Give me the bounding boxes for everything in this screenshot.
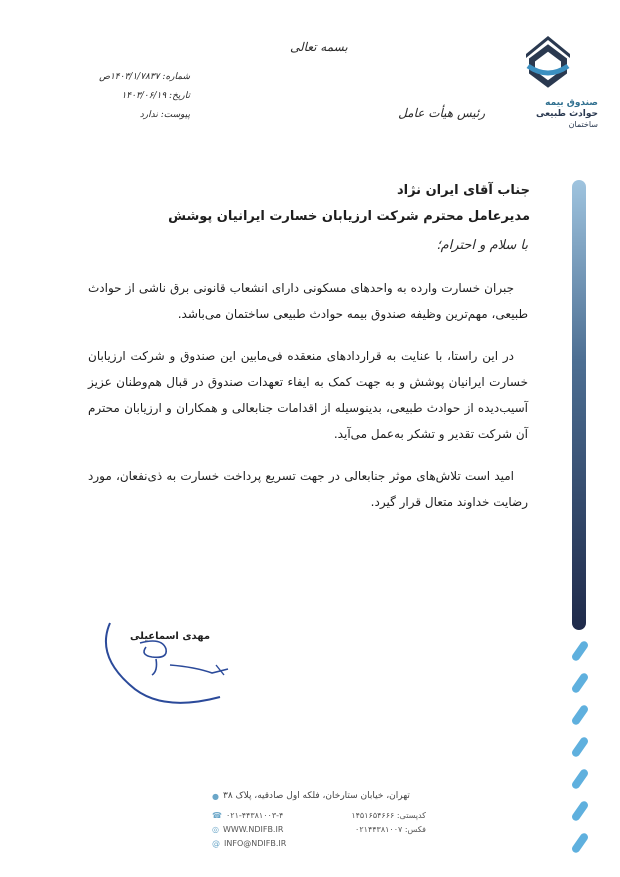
decorative-dash [570,800,589,823]
decorative-dash [570,832,589,855]
logo-text [510,98,598,129]
recipient-title: مدیرعامل محترم شرکت ارزیابان خسارت ایرانیان پوشش [168,209,530,224]
recipient-name: جناب آقای ایران نژاد [396,183,530,198]
globe-icon: ◎ [212,825,219,834]
logo-line-1: صندوق بیمه [545,98,598,108]
decorative-dash [570,704,589,727]
body-paragraph-1: جبران خسارت وارده به واحدهای مسکونی دارای انشعاب قانونی برق ناشی از حوادث طبیعی، مهم‌ترین وظیفه صندوق بیمه حوادث طبیعی ساختمان می‌باشد. [88,281,528,321]
fax-number: فکس: ۰۲۱۴۴۳۸۱۰۰۷ [355,825,426,834]
email-icon: @ [212,839,220,848]
phone-icon: ☎ [212,811,222,820]
body-paragraph-2: در این راستا، با عنایت به قراردادهای منعقده فی‌مابین این صندوق و شرکت ارزیابان خسارت ایرانیان پوشش و به جهت کمک به ایفاء تعهدات صندوق در قبال هم‌وطنان عزیز آسیب‌دیده از حوادث طبیعی، بدینوسیله از اقدامات جنابعالی و همکاران و ارزیابان محترم آن شرکت تقدیر و تشکر به‌عمل می‌آید. [88,349,528,441]
letter-meta [90,68,190,125]
footer-address [212,791,410,801]
ceo-title-signature: رئیس هیأت عامل [398,106,485,120]
decorative-dash [570,640,589,663]
email-link[interactable]: INFO@NDIFB.IR [224,839,287,848]
body-paragraph-3: امید است تلاش‌های موثر جنابعالی در جهت تسریع پرداخت خسارت به ذی‌نفعان، مورد رضایت خداوند متعال قرار گیرد. [88,469,528,509]
logo [498,28,598,148]
address-text: تهران، خیابان ستارخان، فلکه اول صادقیه، پلاک ۳۸ [222,791,410,801]
letter-number: شماره: ۱۴۰۳/۱/۷۸۳۷ص [99,72,190,82]
letter-attachment: پیوست: ندارد [139,110,190,120]
footer-postal [316,809,426,837]
decorative-dash [570,736,589,759]
logo-mark-icon [518,28,578,88]
decorative-dash [570,672,589,695]
letter-body [88,275,528,531]
logo-line-3: ساختمان [568,119,598,129]
logo-line-2: حوادث طبیعی [535,108,598,119]
website-link[interactable]: WWW.NDIFB.IR [222,825,284,834]
postal-code: کدپستی: ۱۴۵۱۶۵۴۶۶۶ [351,811,426,820]
letter-date: تاریخ: ۱۴۰۳/۰۶/۱۹ [121,91,190,101]
signer-name: مهدی اسماعیلی [130,631,211,642]
decorative-dash [570,768,589,791]
footer-contacts [212,809,286,851]
greeting: با سلام و احترام؛ [436,238,528,253]
side-decorative-bar [572,180,586,630]
phone-text: ۰۲۱-۴۴۳۸۱۰۰۳-۴ [225,811,284,820]
location-pin-icon: ● [212,791,219,801]
handwritten-signature [100,615,260,715]
bismillah: بسمه تعالی [290,40,348,54]
recipient-block [90,178,530,230]
